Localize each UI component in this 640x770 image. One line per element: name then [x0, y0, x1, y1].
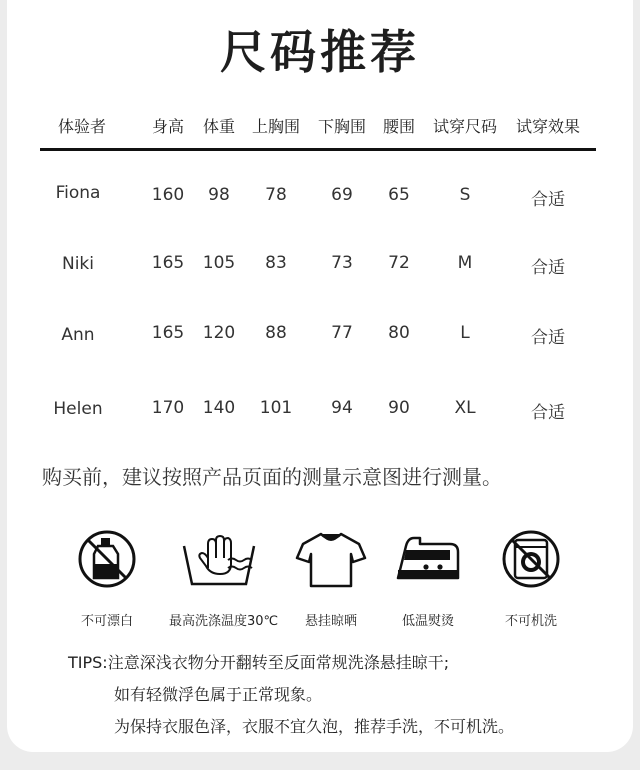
cell-underbust: 94 [331, 398, 353, 418]
no-machine-wash-icon [500, 528, 562, 590]
cell-bust: 101 [259, 398, 293, 418]
cell-tester: Helen [53, 399, 103, 419]
header-waist: 腰围 [382, 117, 416, 136]
measurement-note: 购买前，建议按照产品页面的测量示意图进行测量。 [42, 465, 502, 489]
cell-bust: 78 [265, 185, 287, 205]
care-item [481, 528, 581, 629]
cell-fit: 合适 [531, 190, 565, 210]
no-bleach-icon [76, 528, 138, 590]
care-label: 最高洗涤温度30℃ [169, 614, 279, 629]
cell-size: XL [454, 398, 476, 418]
content-card [7, 0, 633, 752]
cell-underbust: 73 [331, 253, 353, 273]
cell-waist: 90 [388, 398, 410, 418]
cell-weight: 140 [202, 398, 236, 418]
tips-line: 为保持衣服色泽，衣服不宜久泡，推荐手洗，不可机洗。 [114, 717, 515, 736]
care-label: 不可机洗 [504, 614, 557, 629]
cell-weight: 105 [202, 253, 236, 273]
cell-waist: 80 [388, 323, 410, 343]
cell-tester: Fiona [55, 183, 101, 203]
cell-tester: Niki [61, 254, 95, 274]
care-label: 不可漂白 [80, 614, 133, 629]
care-item [57, 528, 157, 629]
cell-tester: Ann [61, 325, 95, 345]
header-underbust: 下胸围 [317, 117, 367, 136]
care-item [378, 528, 478, 629]
care-item [281, 528, 381, 629]
cell-waist: 72 [388, 253, 410, 273]
cell-size: L [460, 323, 470, 343]
cell-bust: 83 [265, 253, 287, 273]
cell-fit: 合适 [531, 328, 565, 348]
header-size: 试穿尺码 [432, 117, 498, 136]
cell-height: 165 [151, 253, 185, 273]
header-fit: 试穿效果 [515, 117, 581, 136]
header-tester: 体验者 [57, 117, 107, 136]
header-divider [40, 148, 596, 151]
cell-waist: 65 [388, 185, 410, 205]
care-item [169, 528, 279, 629]
cell-size: S [459, 185, 471, 205]
page-title: 尺码推荐 [220, 25, 420, 79]
hand-wash-icon [178, 528, 260, 590]
cell-bust: 88 [265, 323, 287, 343]
header-weight: 体重 [202, 117, 236, 136]
hang-dry-icon [295, 528, 367, 590]
cell-height: 165 [151, 323, 185, 343]
cell-underbust: 69 [331, 185, 353, 205]
cell-height: 160 [151, 185, 185, 205]
cell-weight: 120 [202, 323, 236, 343]
cell-weight: 98 [208, 185, 230, 205]
cell-underbust: 77 [331, 323, 353, 343]
cell-size: M [457, 253, 473, 273]
cell-fit: 合适 [531, 258, 565, 278]
header-bust: 上胸围 [251, 117, 301, 136]
care-label: 低温熨烫 [401, 614, 454, 629]
care-label: 悬挂晾晒 [304, 614, 357, 629]
iron-low-icon [392, 528, 464, 590]
header-height: 身高 [151, 117, 185, 136]
cell-height: 170 [151, 398, 185, 418]
tips-line: TIPS:注意深浅衣物分开翻转至反面常规洗涤悬挂晾干; [68, 653, 450, 672]
tips-line: 如有轻微浮色属于正常现象。 [114, 685, 323, 704]
cell-fit: 合适 [531, 403, 565, 423]
